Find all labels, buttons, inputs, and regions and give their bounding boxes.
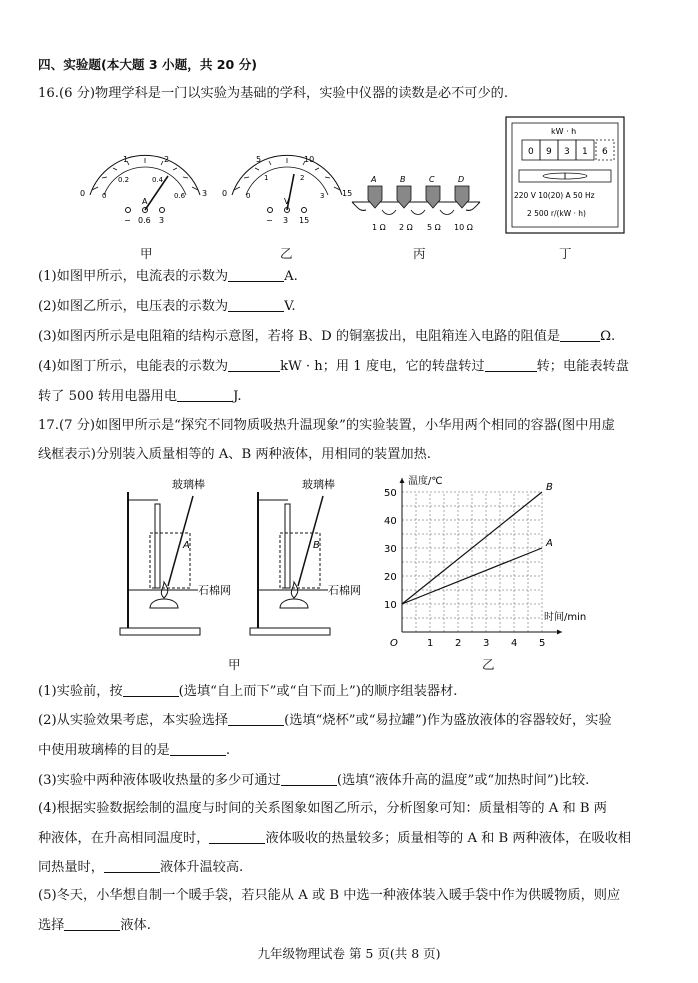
q17-p2-blank-1[interactable] (228, 712, 284, 726)
thermometer-b (285, 504, 290, 588)
caption-ding: 丁 (559, 246, 572, 261)
voltmeter-scale-15: 15 (342, 189, 353, 198)
meter-digit-2: 9 (546, 147, 552, 157)
chart-axes (400, 478, 563, 635)
plug-c (426, 186, 440, 208)
caption-q17-jia: 甲 (228, 657, 241, 672)
voltmeter-terminal-3: 3 (283, 216, 289, 225)
q16-p4: (4)如图丁所示，电能表的示数为 kW · h；用 1 度电，它的转盘转过 转；电能表转盘 (38, 359, 629, 374)
voltmeter-inner-3: 3 (320, 192, 325, 200)
meter-digit-decimal: 6 (602, 147, 608, 157)
q16-p2: (2)如图乙所示，电压表的示数为 V. (38, 299, 296, 314)
series-label-b: B (546, 482, 553, 493)
burner-a (150, 599, 178, 608)
meter-digit-4: 1 (582, 147, 588, 157)
ammeter-terminal-neg: − (124, 216, 131, 225)
q17-p3: (3)实验中两种液体吸收热量的多少可通过 (选填“液体升高的温度”或“加热时间”)比较. (38, 773, 590, 788)
ammeter-ticks (92, 158, 198, 190)
series-label-a: A (546, 538, 553, 549)
ammeter-inner-1: 0.2 (118, 176, 130, 184)
res-value-2: 2 Ω (399, 223, 413, 232)
q17-p5-blank[interactable] (64, 917, 120, 931)
burner-b (280, 599, 308, 608)
q17-p1: (1)实验前，按 (选填“自上而下”或“自下而上”)的顺序组装器材. (38, 684, 458, 699)
q16-p4-blank-1[interactable] (228, 358, 280, 372)
rod-label-b: 玻璃棒 (302, 478, 335, 491)
q17-p3-blank[interactable] (281, 772, 337, 786)
plug-a (368, 186, 382, 208)
energy-meter-figure (505, 116, 625, 234)
res-value-10: 10 Ω (454, 223, 473, 232)
q17-p1-blank[interactable] (123, 683, 179, 697)
q17-p4-blank-1[interactable] (209, 830, 265, 844)
y-tick-label: 40 (384, 516, 397, 527)
caption-bing: 丙 (413, 246, 426, 261)
q16-p4-cont: 转了 500 转用电器用电 J. (38, 389, 242, 404)
voltmeter-scale-5: 5 (256, 155, 262, 164)
voltmeter-terminal-neg: − (266, 216, 273, 225)
x-tick-label: 3 (483, 638, 490, 649)
meter-digit-1: 0 (528, 147, 534, 157)
voltmeter-scale-0: 0 (222, 189, 228, 198)
voltmeter-scale-10: 10 (304, 155, 315, 164)
liquid-label-a: A (183, 540, 190, 551)
heating-apparatus-figure (118, 478, 368, 648)
chart-origin: O (390, 638, 398, 649)
chart-grid (402, 492, 542, 632)
voltmeter-inner-0: 0 (246, 192, 251, 200)
chart-series (402, 482, 553, 604)
ammeter-inner-2: 0.4 (152, 176, 164, 184)
voltmeter-inner-2: 2 (300, 174, 305, 182)
ammeter-outer-1: 1 (123, 155, 129, 164)
plug-label-b: B (400, 175, 406, 184)
q17-p2-cont: 中使用玻璃棒的目的是 . (38, 743, 231, 758)
x-tick-label: 5 (539, 638, 546, 649)
q17-p4-cont: 种液体，在升高相同温度时， 液体吸收的热量较多；质量相等的 A 和 B 两种液体，在吸收相 (38, 831, 632, 846)
chart-xlabel: 时间/min (544, 612, 587, 623)
ammeter-outer-0: 0 (80, 189, 86, 198)
ammeter-outer-3: 3 (202, 189, 208, 198)
ammeter-terminal-06: 0.6 (138, 216, 151, 225)
resistance-box-figure (352, 172, 487, 234)
res-value-1: 1 Ω (372, 223, 386, 232)
voltmeter-terminal-15: 15 (299, 216, 310, 225)
q16-p4-blank-3[interactable] (177, 388, 233, 402)
q16-p4-blank-2[interactable] (485, 358, 537, 372)
plug-d (455, 186, 469, 208)
q17-p2: (2)从实验效果考虑，本实验选择 (选填“烧杯”或“易拉罐”)作为盛放液体的容器较好，实验 (38, 713, 612, 728)
plug-b (397, 186, 411, 208)
meter-spec-2: 2 500 r/(kW · h) (527, 209, 586, 218)
ammeter-symbol: A (142, 197, 148, 206)
voltmeter-symbol: V (284, 197, 290, 206)
q17-p4: (4)根据实验数据绘制的温度与时间的关系图象如图乙所示，分析图象可知：质量相等的 A 和 B 两 (38, 801, 607, 816)
thermometer-a (155, 504, 160, 588)
liquid-label-b: B (313, 540, 320, 551)
chart-ylabel: 温度/℃ (408, 476, 443, 487)
meter-unit: kW · h (551, 127, 577, 136)
voltmeter-figure (222, 140, 352, 235)
y-tick-label: 50 (384, 488, 397, 499)
q17-stem-2: 线框表示)分别装入质量相等的 A、B 两种液体，用相同的装置加热. (38, 447, 431, 462)
q17-stem-1: 17.(7 分)如图甲所示是“探究不同物质吸热升温现象”的实验装置，小华用两个相同的容器(图中用虚 (38, 418, 615, 433)
section-title: 四、实验题(本大题 3 小题，共 20 分) (38, 57, 258, 72)
y-tick-label: 30 (384, 544, 397, 555)
ammeter-terminal-3: 3 (159, 216, 165, 225)
voltmeter-ticks (234, 158, 340, 190)
res-value-5: 5 Ω (427, 223, 441, 232)
stand-base-b (250, 628, 330, 635)
q17-p5-cont: 选择 液体. (38, 918, 151, 933)
q17-p2-blank-2[interactable] (170, 742, 226, 756)
ammeter-figure (80, 140, 210, 235)
q17-p5: (5)冬天，小华想自制一个暖手袋，若只能从 A 或 B 中选一种液体装入暖手袋中作为供暖物质，则应 (38, 888, 621, 903)
y-tick-label: 20 (384, 572, 397, 583)
plug-label-c: C (429, 175, 435, 184)
meter-digit-3: 3 (564, 147, 570, 157)
q16-p2-blank[interactable] (228, 298, 284, 312)
q16-stem: 16.(6 分)物理学科是一门以实验为基础的学科，实验中仪器的读数是必不可少的. (38, 86, 509, 101)
q17-p4-cont2: 同热量时， 液体升温较高. (38, 860, 244, 875)
chart-tick-labels (384, 488, 545, 649)
caption-jia: 甲 (140, 246, 153, 261)
plug-label-a: A (371, 175, 377, 184)
rod-label-a: 玻璃棒 (172, 478, 205, 491)
q17-p4-blank-2[interactable] (104, 859, 160, 873)
gauze-label-b: 石棉网 (328, 584, 361, 597)
ammeter-outer-2: 2 (164, 155, 170, 164)
voltmeter-inner-1: 1 (264, 174, 269, 182)
y-axis-arrow (400, 478, 405, 483)
page-footer: 九年级物理试卷 第 5 页(共 8 页) (257, 946, 441, 961)
stand-base-a (120, 628, 200, 635)
x-tick-label: 2 (455, 638, 462, 649)
gauze-label-a: 石棉网 (198, 584, 231, 597)
q16-p1: (1)如图甲所示，电流表的示数为 A. (38, 269, 298, 284)
q16-p1-blank[interactable] (228, 268, 284, 282)
x-axis-arrow (557, 630, 562, 635)
q16-p3: (3)如图丙所示是电阻箱的结构示意图，若将 B、D 的铜塞拔出，电阻箱连入电路的阻值是 Ω. (38, 329, 616, 344)
x-tick-label: 4 (511, 638, 518, 649)
temperature-time-chart (380, 470, 610, 655)
y-tick-label: 10 (384, 600, 397, 611)
caption-yi: 乙 (280, 246, 293, 261)
x-tick-label: 1 (427, 638, 434, 649)
caption-q17-yi: 乙 (482, 657, 495, 672)
meter-spec-1: 220 V 10(20) A 50 Hz (514, 191, 595, 200)
ammeter-inner-0: 0 (102, 192, 107, 200)
q16-p3-blank[interactable] (560, 328, 600, 342)
ammeter-inner-3: 0.6 (174, 192, 186, 200)
plug-label-d: D (458, 175, 465, 184)
